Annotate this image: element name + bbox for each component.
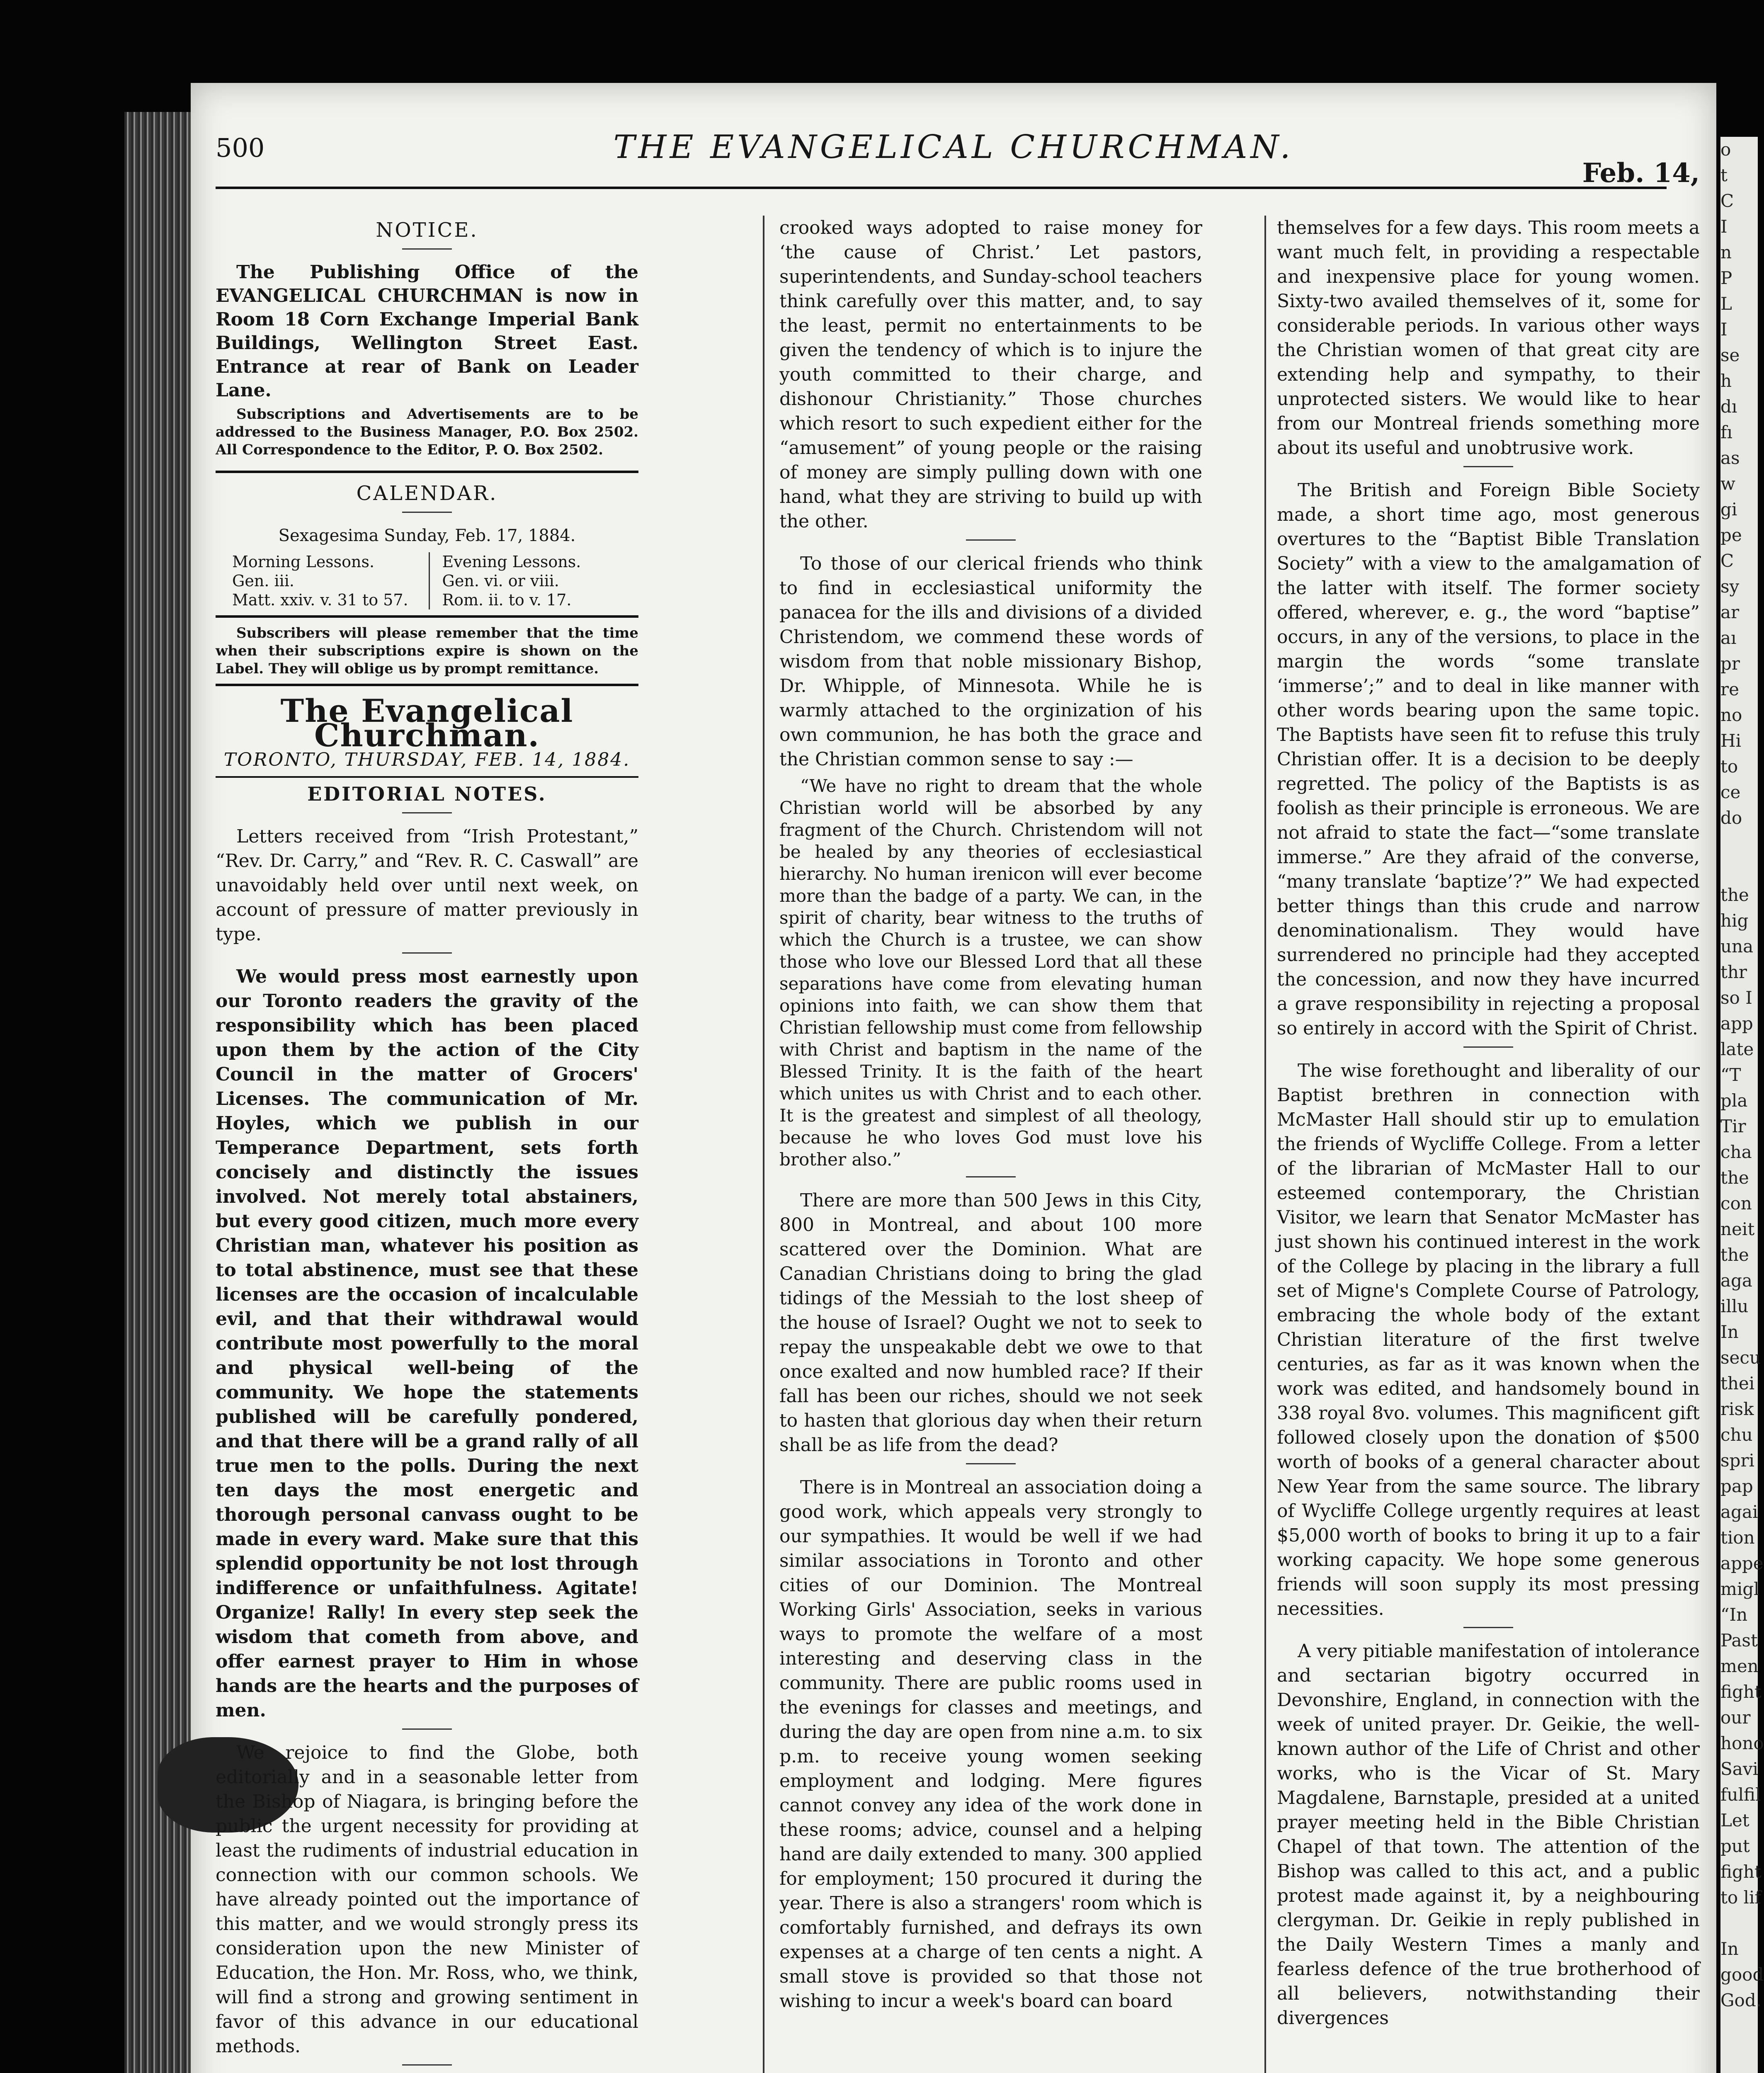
masthead-date: Feb. 14, [1582, 158, 1700, 189]
adjacent-page-fragment: thr [1720, 962, 1747, 982]
adjacent-page-fragment: aı [1720, 628, 1737, 648]
calendar-lessons [216, 552, 638, 609]
adjacent-page-fragment: hono [1720, 1733, 1764, 1753]
separator [402, 248, 452, 250]
adjacent-page-fragment: sy [1720, 576, 1740, 597]
adjacent-page-fragment: C [1720, 551, 1734, 571]
adjacent-page-fragment: se [1720, 345, 1740, 365]
calendar-rule [216, 615, 638, 618]
evening-lessons-title: Evening Lessons. [442, 553, 581, 571]
adjacent-page-fragment: Savi [1720, 1759, 1758, 1779]
adjacent-page-fragment: ar [1720, 602, 1740, 622]
adjacent-page-fragment: gi [1720, 499, 1737, 519]
adjacent-page-fragment: tion [1720, 1527, 1755, 1548]
calendar-heading: CALENDAR. [356, 482, 498, 505]
column-rule-2 [1264, 216, 1266, 2073]
adjacent-page-fragment: In [1720, 1939, 1739, 1959]
morning-lesson-1: Gen. iii. [232, 572, 295, 590]
adjacent-page-fragment: neit [1720, 1219, 1755, 1239]
adjacent-page-fragment: as [1720, 448, 1740, 468]
adjacent-page-fragment: the [1720, 1168, 1749, 1188]
morning-lessons [216, 552, 429, 609]
adjacent-page-fragment: t [1720, 165, 1728, 185]
adjacent-page-fragment: fulfil [1720, 1784, 1761, 1805]
adjacent-page-fragment: men [1720, 1656, 1759, 1676]
notice-heading: NOTICE. [376, 218, 478, 242]
adjacent-page-fragment: God. [1720, 1990, 1762, 2010]
adjacent-page-fragment: good [1720, 1964, 1764, 1985]
paragraph: A very pitiable manifestation of intolerance and sectarian bigotry occurred in Devonshire, England, in connection with the week of united prayer. Dr. Geikie, the well-known author of the Life of Christ and other works, who is the Vicar of St. Mary Magdalene, Barnstaple, presided at a united prayer meeting held in the Bible Christian Chapel of that town. The attention of the Bishop was called to this act, and a public protest made against it, by a neighbouring clergyman. Dr. Geikie in reply published in the Daily Western Times a manly and fearless defence of the true brotherhood of all believers, notwithstanding their divergences [1277, 1641, 1700, 2029]
adjacent-page-fragment: “In [1720, 1605, 1748, 1625]
separator [966, 1176, 1016, 1177]
adjacent-page-fragment: risk [1720, 1399, 1754, 1419]
adjacent-page-fragment: fight [1720, 1862, 1762, 1882]
paragraph: There is in Montreal an association doing a good work, which appeals very strongly to our sympathies. It would be well if we had similar associations in Toronto and other cities of our Dominion. The Montreal Working Girls' Association, seeks in various ways to promote the welfare of a most interesting and deserving class in the community. There are public rooms used in the evenings for classes and meetings, and during the day are open from nine a.m. to six p.m. to receive young women seeking employment and lodging. Mere figures cannot convey any idea of the work done in these rooms; advice, counsel and a helping hand are daily extended to many. 300 applied for employment; 150 procured it during the year. There is also a strangers' room which is comfortably furnished, and defrays its own expenses at a charge of ten cents a night. A small stove is provided so that those not wishing to incur a week's board can board [779, 1477, 1202, 2012]
adjacent-page-fragment: o [1720, 139, 1731, 160]
column-2 [779, 216, 1202, 2073]
adjacent-page-fragment: fı [1720, 422, 1732, 442]
evening-lesson-2: Rom. ii. to v. 17. [442, 591, 572, 609]
adjacent-page-fragment: pla [1720, 1090, 1748, 1111]
adjacent-page-fragment: spri [1720, 1450, 1754, 1471]
masthead-rule [216, 187, 1667, 189]
column-3 [1277, 216, 1700, 2073]
paragraph: The wise forethought and liberality of our Baptist brethren in connection with McMaster Hall should stir up to emulation the friends of Wycliffe College. From a letter of the librarian of McMaster Hall to our esteemed contemporary, the Christian Visitor, we learn that Senator McMaster has just shown his continued interest in the work of the College by placing in the library a full set of Migne's Complete Course of Patrology, embracing the whole body of the extant Christian literature of the first twelve centuries, as far as it was known when the work was edited, and handsomely bound in 338 royal 8vo. volumes. This magnificent gift followed closely upon the donation of $500 worth of books of a general character about New Year from the same source. The library of Wycliffe College urgently requires at least $5,000 worth of books to bring it up to a fair working capacity. We hope some generous friends will soon supply its most pressing necessities. [1277, 1060, 1700, 1619]
paper-title: The Evangelical Churchman. [280, 692, 574, 754]
separator [402, 512, 452, 513]
adjacent-page-fragment: agai [1720, 1502, 1758, 1522]
adjacent-page-fragment: h [1720, 371, 1732, 391]
separator [1463, 1627, 1513, 1628]
column-rule-1 [763, 216, 764, 2073]
paragraph: There are more than 500 Jews in this City, 800 in Montreal, and about 100 more scattered over the Dominion. What are Canadian Christians doing to bring the glad tidings of the Messiah to the lost sheep of the house of Israel? Ought we not to seek to repay the unspeakable debt we owe to that once exalted and now humbled race? If their fall has been our riches, should we not seek to hasten that glorious day when their return shall be as life from the dead? [779, 1190, 1202, 1456]
subscribers-note: Subscribers will please remember that the time when their subscriptions expire is shown on the Label. They will oblige us by prompt remittance. [216, 625, 638, 677]
separator [402, 952, 452, 954]
adjacent-page-fragment: L [1720, 294, 1732, 314]
adjacent-page-fragment: so I [1720, 988, 1752, 1008]
notice-fine-print: Subscriptions and Advertisements are to be addressed to the Business Manager, P.O. Box 2502. All Correspondence to the Editor, P. O. Box 2502. [216, 406, 638, 458]
dateline-rule [216, 776, 638, 778]
separator [966, 1463, 1016, 1464]
paragraph: The British and Foreign Bible Society made, a short time ago, most generous overtures to the “Baptist Bible Translation Society” with a view to the amalgamation of the latter with itself. The former society offered, wherever, e. g., the word “baptise” occurs, in any of the versions, to place in the margin the words “some translate ‘immerse’;” and to deal in like manner with other words bearing upon the same topic. The Baptists have seen fit to refuse this truly Christian offer. It is a decision to be deeply regretted. The policy of the Baptists is as foolish as their principle is erroneous. We are not afraid to state the fact—“some translate immerse.” Are they afraid of the converse, “many translate ‘baptize’?” We had expected better things than this crude and narrow denominationalism. They would have surrendered no principle had they accepted the concession, and now they have incurred a grave responsibility in rejecting a proposal so entirely in accord with the Spirit of Christ. [1277, 480, 1700, 1039]
adjacent-page-fragment: cha [1720, 1142, 1752, 1162]
adjacent-page-fragment: re [1720, 679, 1739, 699]
page-number: 500 [216, 133, 265, 163]
subscribers-rule [216, 684, 638, 686]
paragraph: We would press most earnestly upon our Toronto readers the gravity of the responsibility which has been placed upon them by the action of the City Council in the matter of Grocers' Licenses. The communication of Mr. Hoyles, which we publish in our Temperance Department, sets forth concisely and distinctly the issues involved. Not merely total abstainers, but every good citizen, much more every Christian man, whatever his position as to total abstinence, must see that these licenses are the occasion of incalculable evil, and that their withdrawal would contribute most powerfully to the moral and physical well-being of the community. We hope the statements published will be carefully pondered, and that there will be a grand rally of all true men to the polls. During the next ten days the most energetic and thorough personal canvass ought to be made in every ward. Make sure that this splendid opportunity be not lost through indifference or unfaithfulness. Agitate! Organize! Rally! In every step seek the wisdom that cometh from above, and offer earnest prayer to Him in whose hands are the hearts and the purposes of men. [216, 966, 638, 1721]
adjacent-page-fragment: the [1720, 885, 1749, 905]
adjacent-page-fragment: late [1720, 1039, 1754, 1059]
separator [1463, 466, 1513, 467]
adjacent-page-fragment: illu [1720, 1296, 1749, 1316]
adjacent-page-fragment: app [1720, 1013, 1753, 1034]
paragraph: themselves for a few days. This room meets a want much felt, in providing a respectable and inexpensive place for young women. Sixty-two availed themselves of it, some for considerable periods. In various other ways the Christian women of that great city are extending help and sympathy, to their unprotected sisters. We would like to hear from our Montreal friends something more about its useful and unobtrusive work. [1277, 217, 1700, 459]
evening-lesson-1: Gen. vi. or viii. [442, 572, 559, 590]
adjacent-page-fragment: migl [1720, 1579, 1759, 1599]
adjacent-page-fragment: Past [1720, 1630, 1758, 1651]
adjacent-page-fragment [1720, 831, 1758, 857]
paragraph: Letters received from “Irish Protestant,” “Rev. Dr. Carry,” and “Rev. R. C. Caswall” are unavoidably held over until next week, on account of pressure of matter previously in type. [216, 826, 638, 945]
adjacent-page-fragment: “T [1720, 1065, 1741, 1085]
adjacent-page-fragment: Tir [1720, 1116, 1746, 1136]
adjacent-page-fragment: put [1720, 1836, 1750, 1856]
paragraph: crooked ways adopted to raise money for ‘the cause of Christ.’ Let pastors, superintendents, and Sunday-school teachers think carefully over this matter, and, to say the least, permit no entertainments to be given the tendency of which is to injure the youth committed to their charge, and dishonour Christianity.” Those churches which resort to such expedient either for the “amusement” of young people or the raising of money are simply pulling down with one hand, what they are striving to build up with the other. [779, 217, 1202, 532]
evening-lessons [429, 552, 639, 609]
separator [966, 539, 1016, 541]
adjacent-page-fragment: pap [1720, 1476, 1753, 1496]
adjacent-page-fragment: to [1720, 756, 1738, 777]
notice-body: The Publishing Office of the EVANGELICAL CHURCHMAN is now in Room 18 Corn Exchange Imperial Bank Buildings, Wellington Street East. Entrance at rear of Bank on Leader Lane. [216, 262, 638, 401]
masthead [216, 100, 1700, 195]
adjacent-page-fragment: no [1720, 705, 1742, 725]
adjacent-page-strip [1720, 137, 1764, 2073]
adjacent-page-fragment: the [1720, 1245, 1749, 1265]
dateline: TORONTO, THURSDAY, FEB. 14, 1884. [223, 749, 631, 770]
adjacent-page-fragment [1720, 857, 1758, 882]
separator [1463, 1046, 1513, 1048]
adjacent-page-fragment: dı [1720, 396, 1737, 417]
column-1 [216, 216, 638, 2073]
adjacent-page-fragment: appe [1720, 1553, 1764, 1573]
adjacent-page-fragment: con [1720, 1193, 1752, 1214]
adjacent-page-fragment [1720, 1910, 1758, 1936]
separator [402, 812, 452, 813]
paragraph: To those of our clerical friends who think to find in ecclesiastical uniformity the panacea for the ills and divisions of a divided Christendom, we commend these words of wisdom from that noble missionary Bishop, Dr. Whipple, of Minnesota. While he is warmly attached to the orginization of his own communion, he has both the grace and the Christian common sense to say :— [779, 553, 1202, 770]
notice-box [216, 218, 638, 473]
adjacent-page-fragment: w [1720, 473, 1735, 494]
adjacent-page-fragment: secu [1720, 1347, 1761, 1368]
adjacent-page-fragment: chu [1720, 1425, 1753, 1445]
paragraph: We rejoice to find the Globe, both editorially and in a seasonable letter from the Bishop of Niagara, is bringing before the public the urgent necessity for providing at least the rudiments of industrial education in connection with our common schools. We have already pointed out the importance of this matter, and we would strongly press its consideration upon the new Minister of Education, the Hon. Mr. Ross, who, we think, will find a strong and growing sentiment in favor of this advance in our educational methods. [216, 1742, 638, 2057]
adjacent-page-fragment: I [1720, 216, 1728, 237]
morning-lesson-2: Matt. xxiv. v. 31 to 57. [232, 591, 408, 609]
adjacent-page-fragment: P [1720, 268, 1732, 288]
editorial-heading: EDITORIAL NOTES. [307, 783, 547, 805]
adjacent-page-fragment: do [1720, 808, 1742, 828]
adjacent-page-fragment: Hi [1720, 731, 1742, 751]
masthead-title: THE EVANGELICAL CHURCHMAN. [613, 129, 1294, 166]
adjacent-page-fragment: C [1720, 191, 1734, 211]
calendar-sunday: Sexagesima Sunday, Feb. 17, 1884. [278, 526, 576, 545]
adjacent-page-fragment: una [1720, 936, 1754, 956]
separator [402, 1728, 452, 1730]
adjacent-page-fragment: In [1720, 1322, 1739, 1342]
adjacent-page-fragment: fight [1720, 1682, 1762, 1702]
adjacent-page-fragment: Let [1720, 1810, 1749, 1830]
adjacent-page-fragment: ce [1720, 782, 1741, 802]
block-quote: “We have no right to dream that the whole Christian world will be absorbed by any fragment of the Church. Christendom will not be healed by any theories of ecclesiastical hierarchy. No human irenicon will ever become more than the badge of a party. We can, in the spirit of charity, bear witness to the truths of which the Church is a trustee, we can show those who love our Blessed Lord that all these separations have come from elevating human opinions into faith, we can show them that Christian fellowship must come from fellowship with Christ and baptism in the name of the Blessed Trinity. It is the faith of the heart which unites us with Christ and to each other. It is the greatest and simplest of all theology, because he who loves God must love his brother also.” [779, 776, 1202, 1170]
morning-lessons-title: Morning Lessons. [232, 553, 375, 571]
adjacent-page-fragment: I [1720, 319, 1728, 340]
adjacent-page-fragment: our [1720, 1707, 1751, 1728]
adjacent-page-fragment: n [1720, 242, 1732, 262]
adjacent-page-fragment: to lif [1720, 1887, 1761, 1908]
adjacent-page-fragment: pr [1720, 653, 1740, 674]
adjacent-page-fragment: pe [1720, 525, 1742, 545]
separator [402, 2064, 452, 2066]
adjacent-page-fragment: thei [1720, 1373, 1755, 1393]
adjacent-page-fragment: aga [1720, 1270, 1752, 1291]
adjacent-page-fragment: hig [1720, 910, 1749, 931]
